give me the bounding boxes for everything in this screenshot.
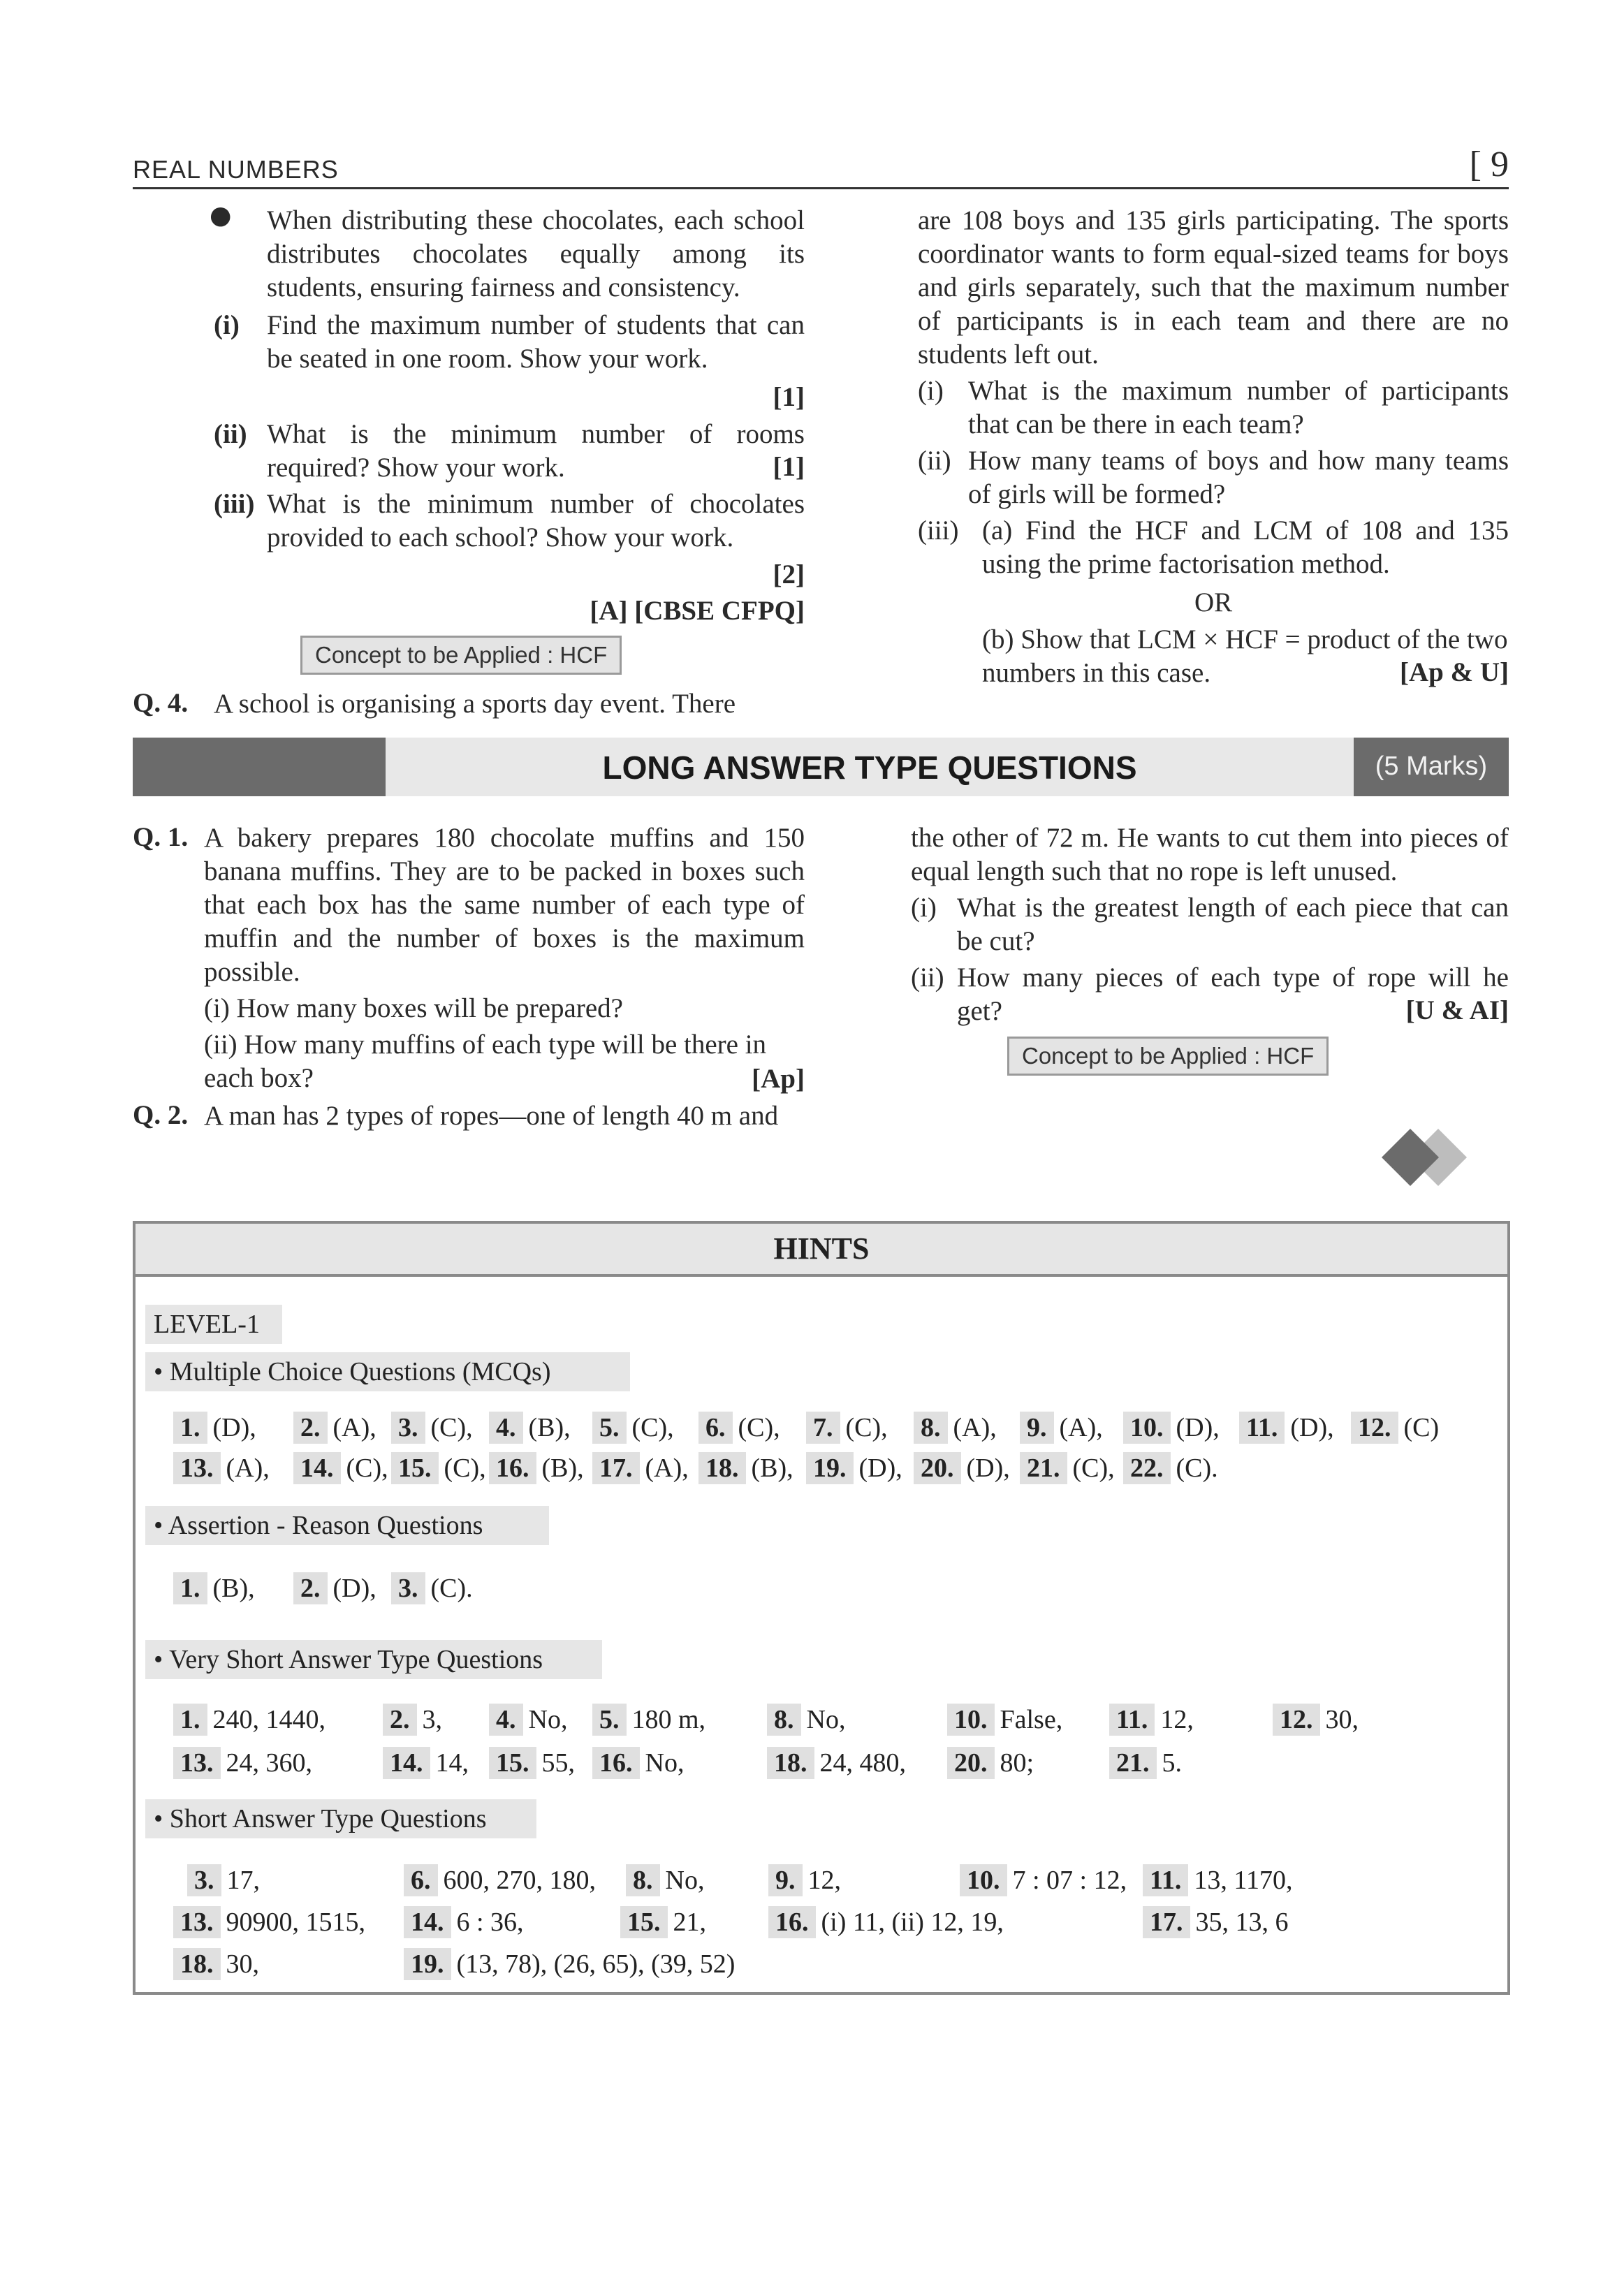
- marks-i: [1]: [773, 382, 805, 412]
- answer-number: 1.: [173, 1572, 207, 1604]
- answer-number: 15.: [391, 1452, 439, 1484]
- answer-entry: [404, 1949, 735, 1979]
- answer-value: 30,: [1325, 1705, 1359, 1734]
- la-right-item-i: [911, 891, 1509, 961]
- answer-entry: [293, 1573, 376, 1604]
- left-item-ii: [214, 418, 805, 488]
- item-text: What is the minimum number of chocolates provided to each school? Show your work.: [267, 489, 805, 552]
- answer-entry: [592, 1453, 689, 1484]
- answer-entry: [391, 1453, 486, 1484]
- item-label: (i): [918, 376, 944, 406]
- answer-value: (13, 78), (26, 65), (39, 52): [456, 1949, 736, 1979]
- answer-value: (B),: [528, 1413, 571, 1442]
- answer-value: (D),: [1176, 1413, 1220, 1442]
- answer-entry: [489, 1453, 584, 1484]
- answer-entry: [293, 1453, 388, 1484]
- level-tag: [Ap]: [752, 1064, 805, 1094]
- answer-entry: [806, 1453, 902, 1484]
- answer-value: No,: [806, 1705, 846, 1734]
- or-separator: OR: [1194, 587, 1233, 617]
- bullet-text: When distributing these chocolates, each school distributes chocolates equally among its students, ensuring fairness and consistency.: [267, 205, 805, 302]
- item-text-b: (b) Show that LCM × HCF = product of the two numbers in this case.: [982, 624, 1508, 688]
- answer-value: False,: [1000, 1705, 1063, 1734]
- answer-entry: [391, 1573, 473, 1604]
- answer-value: (A),: [332, 1413, 376, 1442]
- answer-value: No,: [528, 1705, 568, 1734]
- answer-entry: [1020, 1453, 1115, 1484]
- answer-entry: [914, 1453, 1010, 1484]
- item-text: What is the greatest length of each piece that can be cut?: [957, 893, 1509, 956]
- answer-entry: [592, 1748, 684, 1778]
- answer-entry: [1273, 1704, 1359, 1735]
- sub-question-ii: (ii) How many muffins of each type will be there in each box?: [204, 1030, 767, 1093]
- answer-value: (C),: [631, 1413, 674, 1442]
- answer-number: 15.: [620, 1906, 668, 1938]
- answer-number: 15.: [489, 1747, 536, 1779]
- answer-number: 8.: [767, 1704, 801, 1736]
- answer-number: 14.: [404, 1906, 451, 1938]
- answer-entry: [1109, 1704, 1194, 1735]
- concept-badge: Concept to be Applied : HCF: [300, 636, 622, 675]
- right-item-ii: [918, 444, 1509, 514]
- question-text: A man has 2 types of ropes—one of length 40 m and: [204, 1101, 779, 1131]
- item-text-a: (a) Find the HCF and LCM of 108 and 135 using the prime factorisation method.: [982, 515, 1509, 579]
- answer-value: 24, 360,: [226, 1748, 312, 1778]
- item-text: What is the maximum number of participants that can be there in each team?: [968, 376, 1509, 439]
- answer-value: 14,: [435, 1748, 469, 1778]
- answer-number: 17.: [1143, 1906, 1190, 1938]
- section-bar: [133, 738, 1509, 796]
- answer-number: 22.: [1123, 1452, 1171, 1484]
- answer-value: 35, 13, 6: [1195, 1908, 1289, 1937]
- answer-value: 30,: [226, 1949, 259, 1979]
- answer-number: 16.: [489, 1452, 536, 1484]
- answer-value: 17,: [226, 1866, 260, 1895]
- item-label: (iii): [918, 515, 959, 546]
- answer-number: 8.: [626, 1864, 660, 1896]
- level-tag: [Ap & U]: [1400, 657, 1509, 687]
- left-item-i: [214, 309, 805, 379]
- hints-title: HINTS: [136, 1224, 1507, 1277]
- answer-value: (A),: [953, 1413, 997, 1442]
- answer-value: (B),: [541, 1454, 584, 1483]
- answer-value: (C),: [845, 1413, 888, 1442]
- answer-entry: [1239, 1412, 1334, 1443]
- answer-number: 11.: [1239, 1412, 1285, 1444]
- level-tag: [U & AI]: [1405, 995, 1509, 1025]
- left-item-iii: [214, 488, 805, 557]
- answer-entry: [173, 1748, 312, 1778]
- item-label: (ii): [214, 419, 247, 449]
- answer-number: 13.: [173, 1906, 221, 1938]
- answer-entry: [173, 1907, 365, 1938]
- answer-number: 7.: [806, 1412, 840, 1444]
- answer-entry: [1123, 1412, 1220, 1443]
- answer-entry: [489, 1412, 571, 1443]
- answer-number: 11.: [1143, 1864, 1188, 1896]
- item-label: (iii): [214, 489, 255, 519]
- answer-number: 17.: [592, 1452, 640, 1484]
- hints-box: [133, 1221, 1510, 1995]
- question-number: Q. 4.: [133, 688, 189, 718]
- answer-number: 10.: [960, 1864, 1007, 1896]
- answer-entry: [767, 1704, 845, 1735]
- answer-number: 20.: [914, 1452, 961, 1484]
- answer-entry: [404, 1865, 596, 1896]
- vsa-heading: • Very Short Answer Type Questions: [145, 1640, 602, 1679]
- answer-number: 3.: [187, 1864, 221, 1896]
- answer-number: 18.: [767, 1747, 814, 1779]
- answer-number: 8.: [914, 1412, 948, 1444]
- answer-entry: [1109, 1748, 1182, 1778]
- answer-value: 600, 270, 180,: [443, 1866, 596, 1895]
- chapter-title: REAL NUMBERS: [133, 155, 339, 184]
- answer-entry: [489, 1704, 567, 1735]
- answer-entry: [383, 1704, 442, 1735]
- concept-badge: Concept to be Applied : HCF: [1007, 1037, 1329, 1076]
- level-heading: LEVEL-1: [145, 1305, 282, 1344]
- answer-entry: [173, 1949, 259, 1979]
- answer-value: (C),: [1072, 1454, 1115, 1483]
- answer-number: 2.: [383, 1704, 417, 1736]
- page-number: [ 9: [1469, 145, 1509, 184]
- answer-number: 10.: [1123, 1412, 1171, 1444]
- answer-number: 3.: [391, 1572, 425, 1604]
- answer-number: 2.: [293, 1412, 328, 1444]
- answer-value: (C),: [738, 1413, 780, 1442]
- answer-value: (A),: [226, 1454, 270, 1483]
- answer-number: 3.: [391, 1412, 425, 1444]
- answer-entry: [592, 1704, 705, 1735]
- answer-number: 12.: [1351, 1412, 1398, 1444]
- answer-value: 240, 1440,: [212, 1705, 325, 1734]
- answer-value: (C).: [430, 1574, 473, 1603]
- marks-ii: [1]: [773, 452, 805, 482]
- answer-value: No,: [645, 1748, 685, 1778]
- assertion-heading: • Assertion - Reason Questions: [145, 1506, 549, 1545]
- answer-entry: [620, 1907, 706, 1938]
- answer-value: (D),: [858, 1454, 902, 1483]
- answer-value: (i) 11, (ii) 12, 19,: [821, 1908, 1004, 1937]
- answer-entry: [1143, 1907, 1289, 1938]
- answer-entry: [404, 1907, 524, 1938]
- item-label: (i): [911, 893, 937, 923]
- source-tag: [A] [CBSE CFPQ]: [590, 596, 805, 626]
- answer-value: (D),: [1290, 1413, 1334, 1442]
- answer-number: 16.: [592, 1747, 640, 1779]
- question-continuation: the other of 72 m. He wants to cut them into pieces of equal length such that no rope is left unused.: [911, 823, 1509, 886]
- answer-number: 5.: [592, 1412, 627, 1444]
- answer-entry: [293, 1412, 376, 1443]
- answer-number: 11.: [1109, 1704, 1155, 1736]
- answer-value: 24, 480,: [819, 1748, 906, 1778]
- answer-entry: [391, 1412, 473, 1443]
- answer-value: (C): [1403, 1413, 1440, 1442]
- answer-number: 18.: [173, 1948, 221, 1980]
- answer-entry: [1143, 1865, 1293, 1896]
- section-marks: (5 Marks): [1375, 752, 1488, 781]
- answer-number: 14.: [383, 1747, 430, 1779]
- answer-value: 80;: [1000, 1748, 1034, 1778]
- answer-entry: [592, 1412, 674, 1443]
- answer-entry: [187, 1865, 260, 1896]
- answer-number: 20.: [947, 1747, 995, 1779]
- answer-value: 180 m,: [631, 1705, 706, 1734]
- answer-number: 6.: [404, 1864, 438, 1896]
- answer-entry: [947, 1704, 1062, 1735]
- question-text: A bakery prepares 180 chocolate muffins and 150 banana muffins. They are to be packed in boxes such that each box has the same number of each type of muffin and the number of boxes is the maximum possible.: [204, 823, 805, 987]
- answer-number: 19.: [404, 1948, 451, 1980]
- answer-entry: [768, 1865, 841, 1896]
- answer-number: 13.: [173, 1452, 221, 1484]
- answer-entry: [914, 1412, 997, 1443]
- section-title: LONG ANSWER TYPE QUESTIONS: [602, 749, 1137, 786]
- answer-entry: [698, 1453, 793, 1484]
- mcq-heading: • Multiple Choice Questions (MCQs): [145, 1352, 630, 1391]
- answer-entry: [960, 1865, 1127, 1896]
- answer-value: 13, 1170,: [1194, 1866, 1293, 1895]
- item-label: (i): [214, 310, 240, 340]
- answer-number: 12.: [1273, 1704, 1320, 1736]
- answer-value: 12,: [807, 1866, 841, 1895]
- answer-value: (A),: [1059, 1413, 1103, 1442]
- question-text: A school is organising a sports day event. There: [214, 689, 736, 719]
- answer-value: (C),: [444, 1454, 486, 1483]
- answer-value: 7 : 07 : 12,: [1012, 1866, 1127, 1895]
- item-label: (ii): [918, 446, 951, 476]
- answer-entry: [173, 1412, 256, 1443]
- marks-iii: [2]: [773, 559, 805, 590]
- item-text: Find the maximum number of students that can be seated in one room. Show your work.: [267, 310, 805, 374]
- answer-number: 6.: [698, 1412, 733, 1444]
- answer-number: 13.: [173, 1747, 221, 1779]
- answer-value: (D),: [966, 1454, 1010, 1483]
- right-item-i: [918, 374, 1509, 444]
- answer-entry: [1123, 1453, 1218, 1484]
- answer-entry: [626, 1865, 704, 1896]
- answer-entry: [947, 1748, 1034, 1778]
- answer-number: 4.: [489, 1704, 523, 1736]
- answer-number: 9.: [1020, 1412, 1054, 1444]
- answer-value: (C),: [430, 1413, 473, 1442]
- item-label: (ii): [911, 962, 944, 993]
- answer-number: 16.: [768, 1906, 816, 1938]
- answer-entry: [767, 1748, 906, 1778]
- header-rule: [133, 187, 1509, 189]
- answer-number: 1.: [173, 1704, 207, 1736]
- answer-value: (B),: [212, 1574, 255, 1603]
- sa-heading: • Short Answer Type Questions: [145, 1799, 536, 1838]
- answer-number: 10.: [947, 1704, 995, 1736]
- answer-number: 21.: [1109, 1747, 1157, 1779]
- answer-value: 6 : 36,: [456, 1908, 524, 1937]
- answer-number: 19.: [806, 1452, 854, 1484]
- item-text: How many pieces of each type of rope will he get?: [957, 962, 1509, 1026]
- item-text: What is the minimum number of rooms required? Show your work.: [267, 419, 805, 483]
- answer-entry: [698, 1412, 780, 1443]
- answer-entry: [383, 1748, 469, 1778]
- answer-number: 14.: [293, 1452, 341, 1484]
- answer-number: 18.: [698, 1452, 746, 1484]
- answer-value: 55,: [541, 1748, 575, 1778]
- answer-value: (D),: [212, 1413, 256, 1442]
- answer-value: (B),: [751, 1454, 793, 1483]
- answer-value: (C),: [346, 1454, 388, 1483]
- bullet-mark: ●: [210, 201, 232, 230]
- answer-entry: [173, 1453, 270, 1484]
- answer-entry: [173, 1573, 255, 1604]
- sub-question-i: (i) How many boxes will be prepared?: [204, 993, 623, 1023]
- answer-value: No,: [665, 1866, 705, 1895]
- answer-entry: [806, 1412, 888, 1443]
- item-text: How many teams of boys and how many teams of girls will be formed?: [968, 446, 1509, 509]
- answer-value: (D),: [332, 1574, 376, 1603]
- answer-value: 3,: [422, 1705, 442, 1734]
- answer-number: 9.: [768, 1864, 803, 1896]
- answer-value: 12,: [1160, 1705, 1194, 1734]
- question-number: Q. 2.: [133, 1100, 189, 1130]
- answer-number: 5.: [592, 1704, 627, 1736]
- bar-left-block: [133, 738, 386, 796]
- answer-number: 21.: [1020, 1452, 1067, 1484]
- question-continuation: are 108 boys and 135 girls participating. The sports coordinator wants to form equal-sized teams for boys and girls separately, such that the maximum number of participants is in each team and there are no students left out.: [918, 205, 1509, 369]
- answer-entry: [173, 1704, 325, 1735]
- answer-entry: [768, 1907, 1004, 1938]
- answer-entry: [1020, 1412, 1103, 1443]
- answer-value: (A),: [645, 1454, 689, 1483]
- answer-value: 5.: [1162, 1748, 1182, 1778]
- answer-number: 2.: [293, 1572, 328, 1604]
- answer-value: 90900, 1515,: [226, 1908, 365, 1937]
- answer-number: 4.: [489, 1412, 523, 1444]
- answer-entry: [1351, 1412, 1439, 1443]
- answer-value: 21,: [673, 1908, 706, 1937]
- answer-number: 1.: [173, 1412, 207, 1444]
- answer-value: (C).: [1176, 1454, 1218, 1483]
- answer-entry: [489, 1748, 575, 1778]
- right-item-iii: [918, 514, 1509, 584]
- question-number: Q. 1.: [133, 822, 189, 852]
